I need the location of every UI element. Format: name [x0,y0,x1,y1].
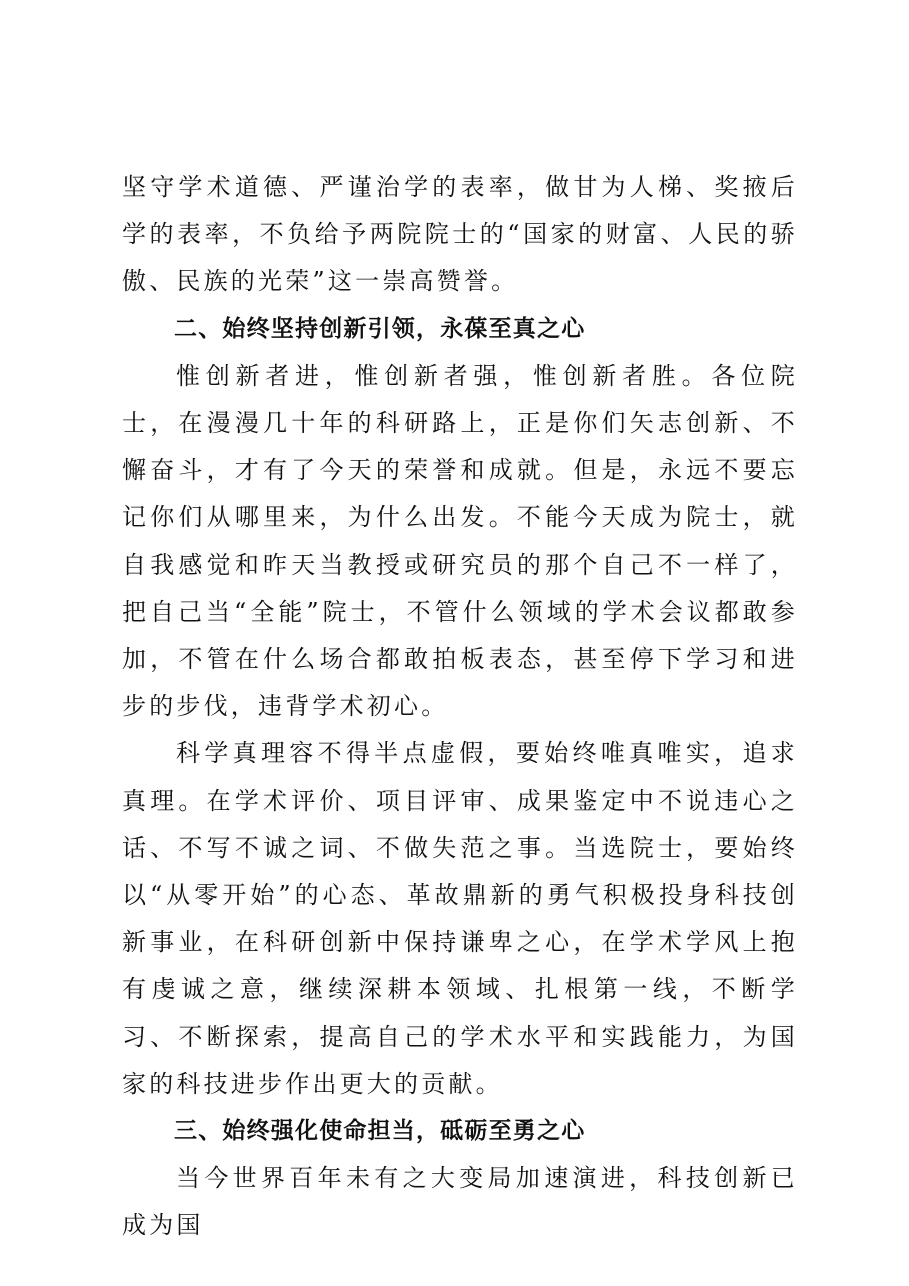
paragraph-continuation: 坚守学术道德、严谨治学的表率，做甘为人梯、奖掖后学的表率，不负给予两院院士的“国家的财富、人民的骄傲、民族的光荣”这一崇高赞誉。 [122,173,798,296]
document-body [122,164,798,1250]
paragraph-mission: 当今世界百年未有之大变局加速演进，科技创新已成为国 [122,1164,798,1240]
section-heading-2: 二、始终坚持创新引领，永葆至真之心 [174,315,586,342]
section-heading-3: 三、始终强化使命担当，砥砺至勇之心 [174,1118,586,1145]
paragraph-truth: 科学真理容不得半点虚假，要始终唯真唯实，追求真理。在学术评价、项目评审、成果鉴定中不说违心之话、不写不诚之词、不做失范之事。当选院士，要始终以“从零开始”的心态、革故鼎新的勇气积极投身科技创新事业，在科研创新中保持谦卑之心，在学术学风上抱有虔诚之意，继续深耕本领域、扎根第一线，不断学习、不断探索，提高自己的学术水平和实践能力，为国家的科技进步作出更大的贡献。 [122,739,798,1098]
paragraph-innovation: 惟创新者进，惟创新者强，惟创新者胜。各位院士，在漫漫几十年的科研路上，正是你们矢志创新、不懈奋斗，才有了今天的荣誉和成就。但是，永远不要忘记你们从哪里来，为什么出发。不能今天成为院士，就自我感觉和昨天当教授或研究员的那个自己不一样了，把自己当“全能”院士，不管什么领域的学术会议都敢参加，不管在什么场合都敢拍板表态，甚至停下学习和进步的步伐，违背学术初心。 [122,361,798,721]
